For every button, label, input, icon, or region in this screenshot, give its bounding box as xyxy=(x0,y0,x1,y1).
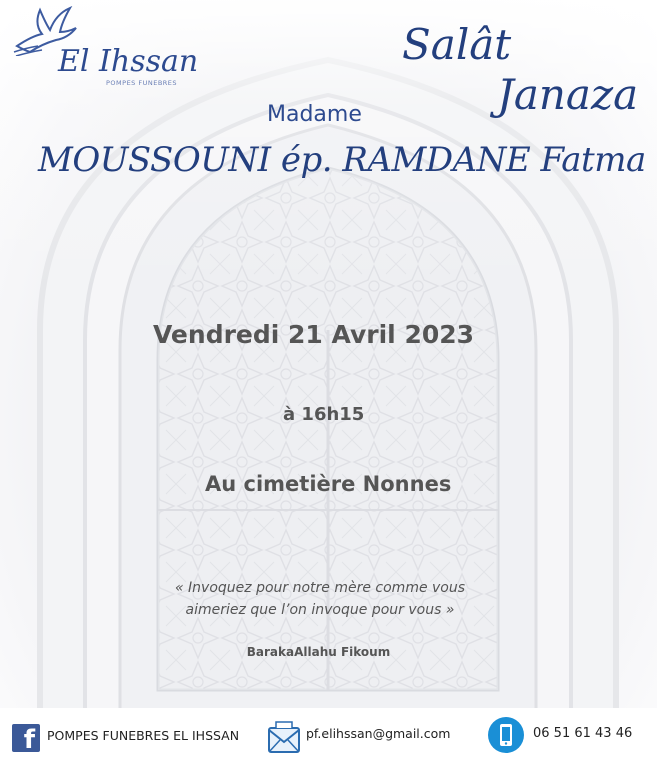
brand-logo xyxy=(10,6,199,92)
contact-footer xyxy=(0,708,657,766)
ceremony-place: Au cimetière Nonnes xyxy=(205,472,452,496)
deceased-honorific: Madame xyxy=(267,102,362,127)
brand-subtitle: POMPES FUNEBRES xyxy=(106,79,178,87)
signoff: BarakaAllahu Fikoum xyxy=(246,645,391,659)
deceased-name: MOUSSOUNI ép. RAMDANE Fatma xyxy=(38,140,646,180)
title-janaza: Janaza xyxy=(497,70,639,119)
title-salat: Salât xyxy=(402,20,512,69)
email-address[interactable]: pf.elihssan@gmail.com xyxy=(306,726,451,741)
phone-number[interactable]: 06 51 61 43 46 xyxy=(533,726,633,741)
facebook-label[interactable]: POMPES FUNEBRES EL IHSSAN xyxy=(47,728,240,743)
ceremony-date: Vendredi 21 Avril 2023 xyxy=(152,320,475,349)
quote-line-2: aimeriez que l’on invoque pour vous » xyxy=(185,602,455,618)
facebook-icon[interactable]: f xyxy=(12,724,40,752)
phone-glyph xyxy=(488,717,524,753)
mail-icon[interactable] xyxy=(268,720,300,754)
brand-name: El Ihssan xyxy=(58,44,199,79)
phone-icon[interactable] xyxy=(488,717,524,753)
prayer-quote xyxy=(150,577,490,621)
ceremony-time: à 16h15 xyxy=(283,404,365,425)
quote-line-1: « Invoquez pour notre mère comme vous xyxy=(174,580,466,596)
